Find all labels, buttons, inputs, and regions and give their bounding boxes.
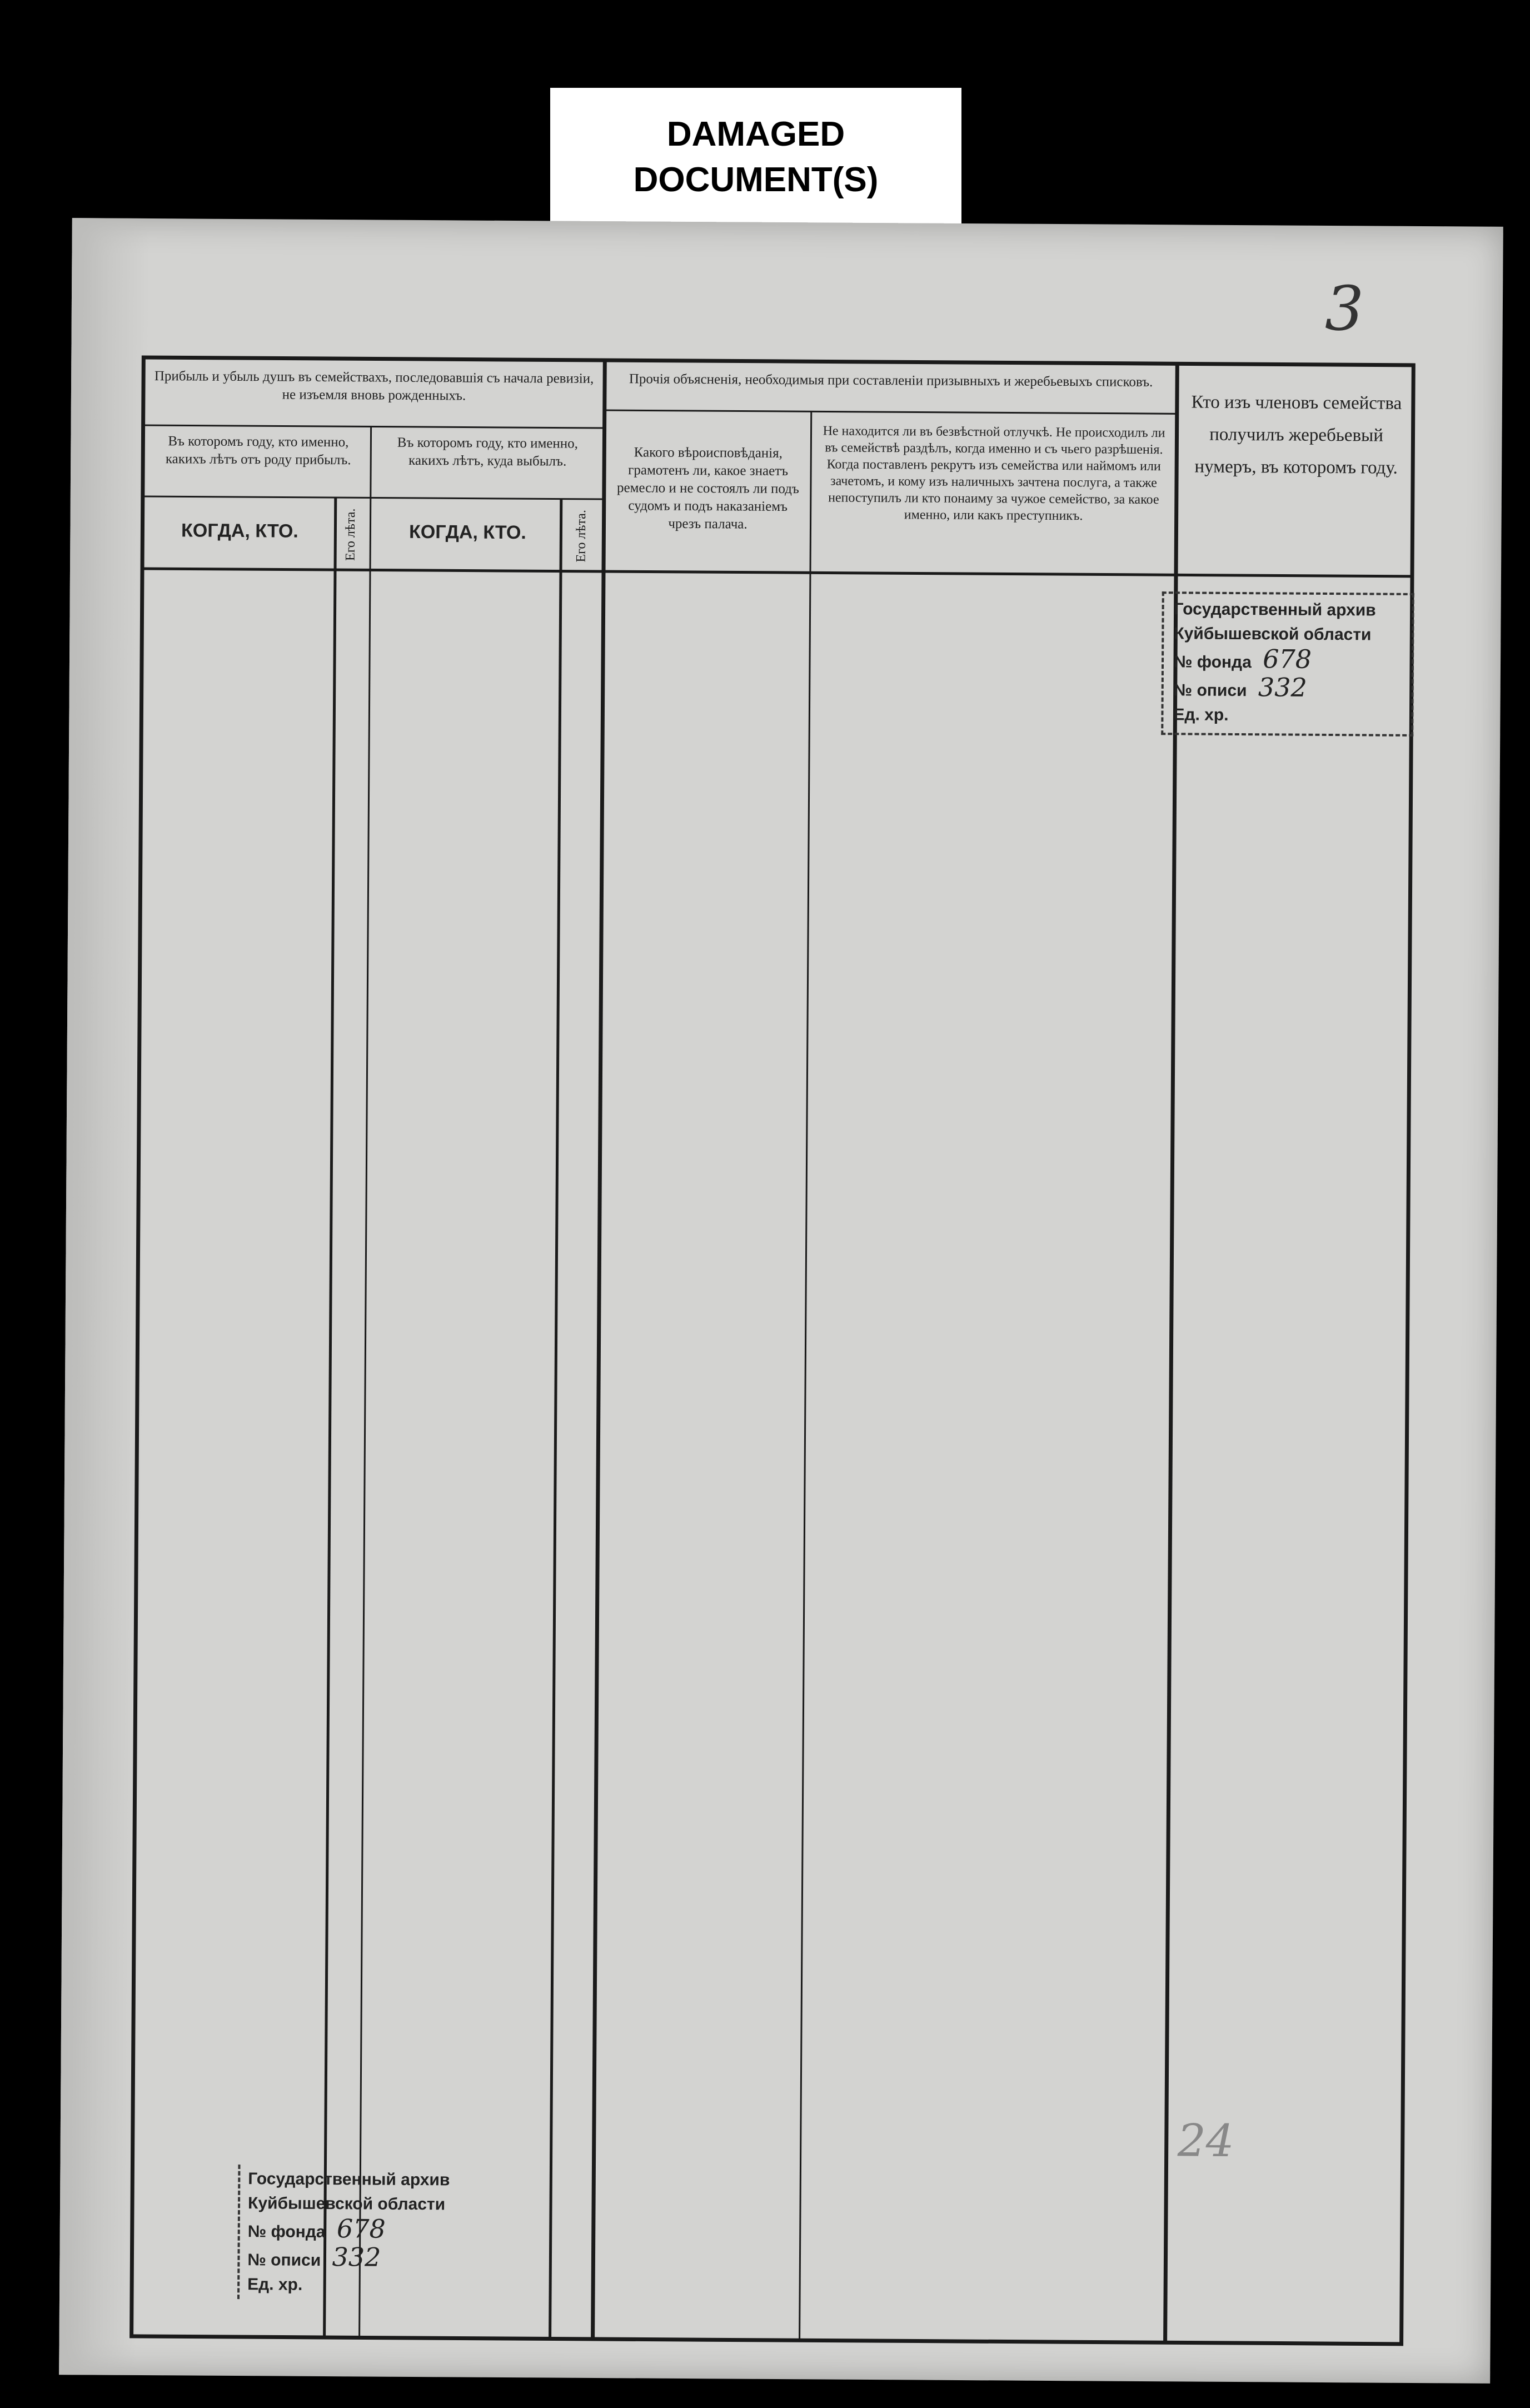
stamp-bottom-item-label: Ед. хр. xyxy=(247,2275,303,2294)
col-divider-5 xyxy=(800,411,811,2340)
stamp-top-line-1: Государственный архив xyxy=(1174,600,1376,620)
table-grid xyxy=(59,218,1503,2384)
faint-page-number: 24 xyxy=(1177,2115,1234,2167)
stamp-top-item-label: Ед. хр. xyxy=(1173,705,1229,724)
header-departed: Въ которомъ году, кто именно, какихъ лѣтъ, куда выбылъ. xyxy=(397,435,579,469)
banner-line-1: DAMAGED xyxy=(666,115,845,153)
archive-stamp-bottom xyxy=(237,2165,511,2301)
header-bottom-line xyxy=(142,569,1412,576)
header-absence: Не находится ли въ безвѣстной отлучкѣ. Не происходилъ ли въ семействѣ раздѣлъ, когда именно и съ чьего разрѣшенія. Когда поставленъ рекрутъ изъ семейства или наймомъ или зачетомъ, и кому изъ наличныхъ зачтена послуга, а также непоступилъ ли кто понаиму за чужое семейство, за какое именно, или какъ преступникъ. xyxy=(823,424,1165,524)
stamp-bottom-opis-value: 332 xyxy=(332,2242,381,2272)
header-religion: Какого вѣроисповѣданія, грамотенъ ли, какое знаетъ ремесло и не состоялъ ли подъ судомъ и подъ наказаніемъ чрезъ палача. xyxy=(616,445,799,532)
col-divider-2 xyxy=(360,426,371,2337)
stamp-top-fond-value: 678 xyxy=(1263,644,1312,674)
damaged-document-banner xyxy=(550,88,961,227)
stamp-top-opis-value: 332 xyxy=(1258,672,1307,703)
header-when-who-1: КОГДА, КТО. xyxy=(181,520,298,542)
header-lottery-number: Кто изъ членовъ семейства получилъ жеребьевый нумеръ, въ которомъ году. xyxy=(1191,392,1402,478)
stamp-bottom-line-2: Куйбышевской области xyxy=(247,2194,446,2214)
stamp-bottom-fond-value: 678 xyxy=(336,2213,386,2244)
header-arrived: Въ которомъ году, кто именно, какихъ лѣтъ отъ роду прибылъ. xyxy=(165,434,351,468)
header-when-who-2: КОГДА, КТО. xyxy=(408,521,526,544)
document-page xyxy=(59,218,1503,2384)
stamp-top-line-2: Куйбышевской области xyxy=(1174,624,1372,644)
stamp-top-fond-label: № фонда xyxy=(1173,653,1252,672)
header-gain-loss: Прибыль и убыль душъ въ семействахъ, последовавшія съ начала ревизіи, не изъемля вновь рожденныхъ. xyxy=(154,369,594,404)
stamp-bottom-line-1: Государственный архив xyxy=(248,2170,450,2190)
col-divider-1 xyxy=(325,497,336,2337)
col-divider-4 xyxy=(593,360,605,2339)
stamp-bottom-fond-label: № фонда xyxy=(247,2222,326,2242)
stamp-bottom-opis-label: № описи xyxy=(247,2251,321,2270)
header-other-explanations: Прочія объясненія, необходимыя при составленіи призывныхъ и жеребьевыхъ списковъ. xyxy=(629,371,1153,390)
col-divider-3 xyxy=(550,499,561,2339)
folio-number: 3 xyxy=(1324,272,1364,345)
header-age-2: Его лѣта. xyxy=(574,510,589,563)
header-age-1: Его лѣта. xyxy=(343,508,358,561)
stamp-top-opis-label: № описи xyxy=(1173,681,1247,700)
banner-line-2: DOCUMENT(S) xyxy=(633,161,879,199)
archive-stamp-top xyxy=(1161,591,1414,737)
